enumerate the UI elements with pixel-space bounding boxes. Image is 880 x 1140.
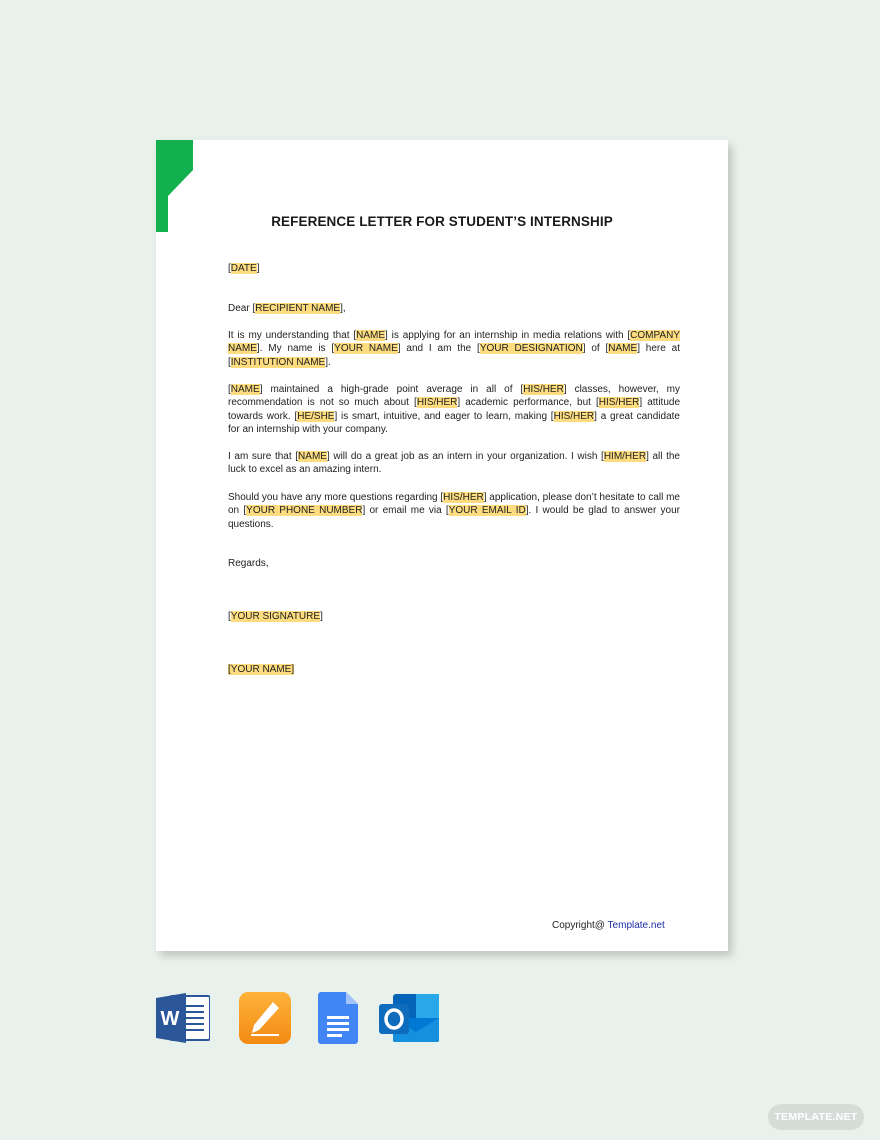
outlook-icon[interactable] xyxy=(379,992,439,1044)
date-placeholder: DATE xyxy=(230,263,257,274)
date-line: [DATE] xyxy=(228,263,260,274)
paragraph-4: Should you have any more questions regarding [HIS/HER] application, please don’t hesitate to call me on [YOUR PHONE NUMBER] or email me via [YOUR EMAIL ID]. I would be glad to answer your questions. xyxy=(228,492,680,530)
paragraph-2: [NAME] maintained a high-grade point average in all of [HIS/HER] classes, however, my recommendation is not so much about [HIS/HER] academic performance, but [HIS/HER] attitude towards work. [HE/SHE] is smart, intuitive, and eager to learn, making [HIS/HER] a great candidate for an internship with your company. xyxy=(228,384,681,436)
copyright-footer: Copyright@ Template.net xyxy=(552,920,665,931)
pages-icon[interactable] xyxy=(239,992,291,1044)
signature-line: [YOUR SIGNATURE] xyxy=(228,611,323,622)
paragraph-3: I am sure that [NAME] will do a great job as an intern in your organization. I wish [HIM/HER] all the luck to excel as an amazing intern. xyxy=(228,451,680,476)
google-docs-icon[interactable] xyxy=(318,992,358,1044)
salutation: Dear [RECIPIENT NAME], xyxy=(228,303,346,314)
paragraph-1: It is my understanding that [NAME] is applying for an internship in media relations with [COMPANY NAME]. My name is [YOUR NAME] and I am the [YOUR DESIGNATION] of [NAME] here at [INSTITUTION NAME]. xyxy=(228,330,680,368)
template-net-badge[interactable]: TEMPLATE.NET xyxy=(768,1104,864,1130)
recipient-placeholder: RECIPIENT NAME xyxy=(255,303,341,314)
template-link[interactable]: Template.net xyxy=(607,920,665,931)
letter-page xyxy=(156,140,728,951)
signature-placeholder: YOUR SIGNATURE xyxy=(230,611,321,622)
letter-title: REFERENCE LETTER FOR STUDENT’S INTERNSHIP xyxy=(271,214,613,229)
name-line: [YOUR NAME] xyxy=(228,664,295,675)
closing: Regards, xyxy=(228,558,269,569)
name-placeholder: YOUR NAME xyxy=(230,664,292,675)
svg-text:W: W xyxy=(160,1008,180,1030)
word-icon[interactable] xyxy=(156,992,210,1044)
